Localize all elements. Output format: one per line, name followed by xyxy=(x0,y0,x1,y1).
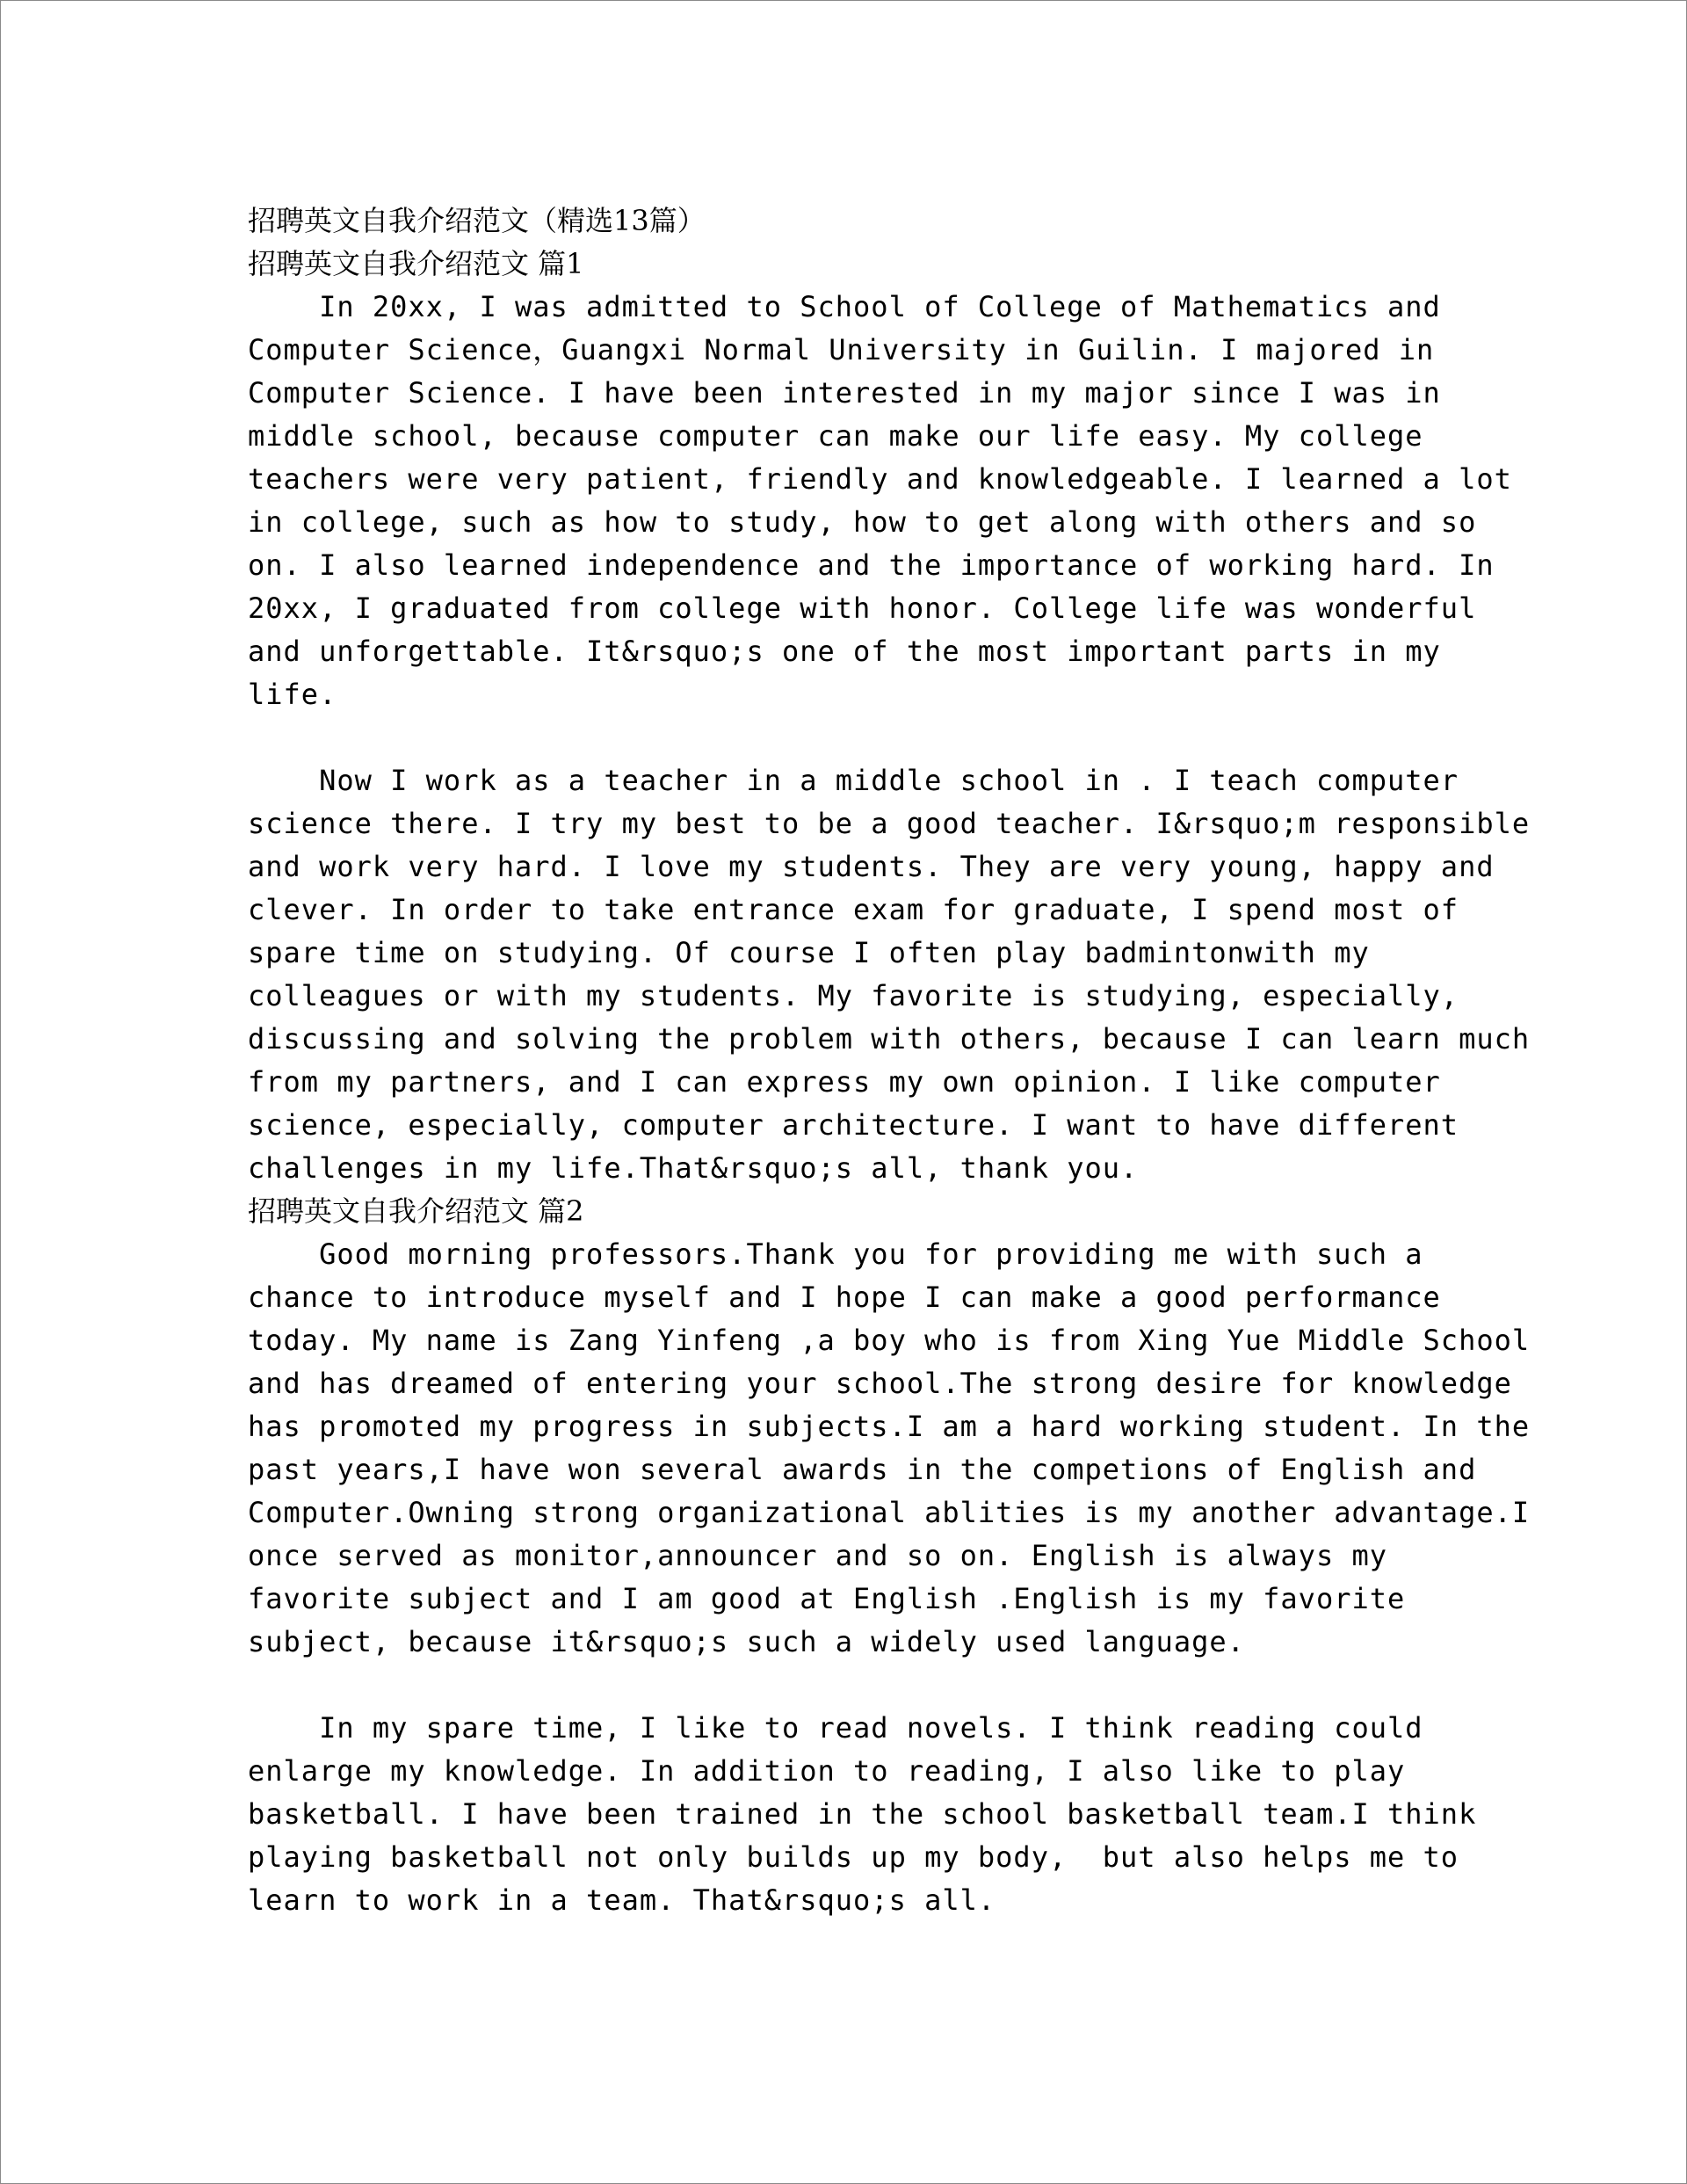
text-line: Now I work as a teacher in a middle school in . I teach computer xyxy=(248,764,1459,797)
text-line: science, especially, computer architecture. I want to have different xyxy=(248,1108,1459,1142)
text-line: playing basketball not only builds up my body, but also helps me to xyxy=(248,1840,1459,1874)
text-line: Computer Science. I have been interested in my major since I was in xyxy=(248,376,1441,410)
paragraph xyxy=(248,759,1531,1190)
text-line: spare time on studying. Of course I often play badmintonwith my xyxy=(248,936,1370,969)
text-line: learn to work in a team. That&rsquo;s all. xyxy=(248,1883,996,1917)
document-title: 招聘英文自我介绍范文（精选13篇） xyxy=(248,204,706,237)
text-line: In 20xx, I was admitted to School of College of Mathematics and xyxy=(248,290,1441,323)
text-line: Good morning professors.Thank you for providing me with such a xyxy=(248,1237,1423,1271)
text-line: from my partners, and I can express my own opinion. I like computer xyxy=(248,1065,1441,1099)
text-line: enlarge my knowledge. In addition to reading, I also like to play xyxy=(248,1754,1406,1788)
text-line: colleagues or with my students. My favorite is studying, especially, xyxy=(248,979,1459,1012)
text-line: middle school, because computer can make our life easy. My college xyxy=(248,419,1423,453)
text-line: and has dreamed of entering your school.The strong desire for knowledge xyxy=(248,1367,1512,1400)
document-body xyxy=(248,200,1531,1922)
text-line: science there. I try my best to be a good teacher. I&rsquo;m responsible xyxy=(248,807,1531,840)
text-line: subject, because it&rsquo;s such a widely used language. xyxy=(248,1625,1245,1658)
paragraph-spacer xyxy=(248,716,1478,759)
paragraph xyxy=(248,1707,1478,1922)
text-line: challenges in my life.That&rsquo;s all, thank you. xyxy=(248,1151,1139,1185)
text-line: has promoted my progress in subjects.I am a hard working student. In the xyxy=(248,1410,1531,1443)
paragraph-spacer xyxy=(248,1664,1478,1707)
text-line: and work very hard. I love my students. They are very young, happy and xyxy=(248,850,1495,883)
text-line: past years,I have won several awards in the competions of English and xyxy=(248,1453,1477,1486)
section-heading: 招聘英文自我介绍范文 篇2 xyxy=(248,1194,584,1228)
text-line: 20xx, I graduated from college with honor. College life was wonderful xyxy=(248,591,1477,625)
text-line: and unforgettable. It&rsquo;s one of the most important parts in my xyxy=(248,635,1441,668)
text-line: In my spare time, I like to read novels. I think reading could xyxy=(248,1711,1423,1745)
text-line: in college, such as how to study, how to get along with others and so xyxy=(248,505,1477,539)
text-line: chance to introduce myself and I hope I can make a good performance xyxy=(248,1281,1441,1314)
text-line: clever. In order to take entrance exam for graduate, I spend most of xyxy=(248,893,1459,926)
text-line: basketball. I have been trained in the school basketball team.I think xyxy=(248,1797,1477,1831)
paragraph xyxy=(248,286,1512,716)
text-line: on. I also learned independence and the importance of working hard. In xyxy=(248,548,1495,582)
text-line: Computer.Owning strong organizational ablities is my another advantage.I xyxy=(248,1496,1531,1529)
section-heading: 招聘英文自我介绍范文 篇1 xyxy=(248,247,584,280)
text-line: teachers were very patient, friendly and knowledgeable. I learned a lot xyxy=(248,462,1512,496)
text-line: discussing and solving the problem with others, because I can learn much xyxy=(248,1022,1531,1056)
text-line: today. My name is Zang Yinfeng ,a boy who is from Xing Yue Middle School xyxy=(248,1324,1531,1357)
paragraph xyxy=(248,1233,1531,1664)
text-line: once served as monitor,announcer and so on. English is always my xyxy=(248,1539,1387,1572)
text-line: Computer Science，Guangxi Normal University in Guilin. I majored in xyxy=(248,333,1435,366)
text-line: favorite subject and I am good at English .English is my favorite xyxy=(248,1582,1406,1615)
text-line: life. xyxy=(248,678,337,711)
